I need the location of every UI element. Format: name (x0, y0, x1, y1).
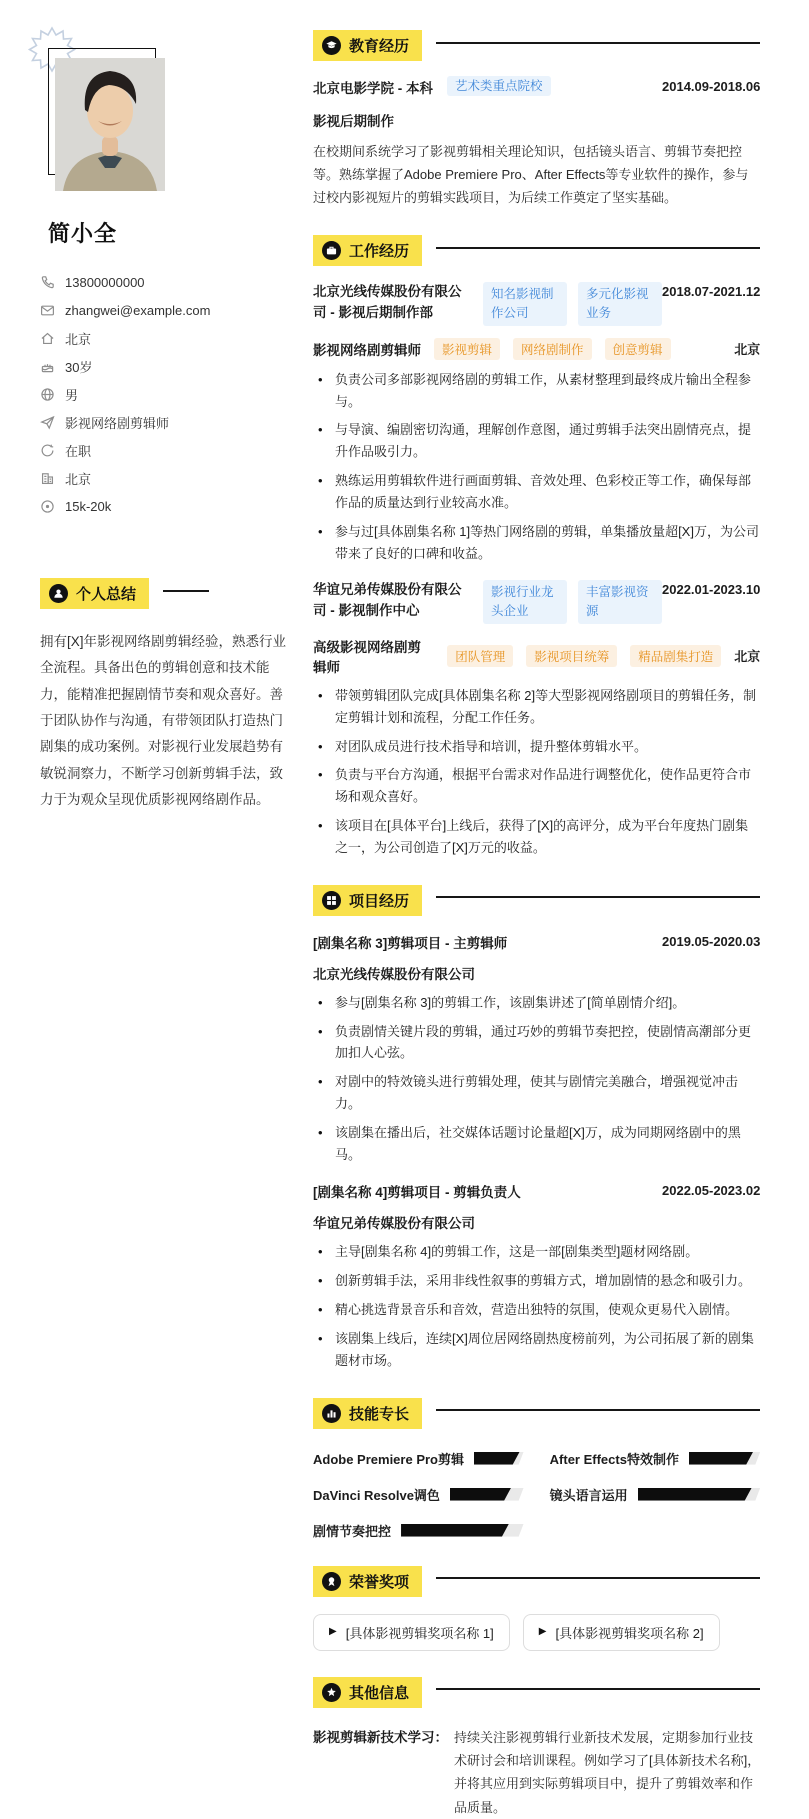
profile-photo (55, 58, 165, 191)
position-keyword: 网络剧制作 (513, 338, 592, 360)
school-tag-wrap (447, 77, 551, 96)
project-bullet: • 该剧集上线后，连续[X]周位居网络剧热度榜前列，为公司拓展了新的剧集题材市场。 (313, 1328, 760, 1372)
work-section (313, 235, 760, 858)
summary-header (40, 578, 298, 609)
award-name: [具体影视剪辑奖项名称 1] (345, 1625, 494, 1641)
contact-status-text: 在职 (65, 443, 92, 459)
job-bullets (313, 369, 760, 565)
contact-gender-text: 男 (65, 387, 79, 403)
project-bullet: • 精心挑选背景音乐和音效，营造出独特的氛围，使观众更易代入剧情。 (313, 1299, 760, 1321)
skill-bar-track (401, 1524, 524, 1537)
job-bullets (313, 685, 760, 859)
contact-email (40, 296, 298, 324)
position-keyword: 创意剪辑 (605, 338, 671, 360)
job-bullet: • 熟练运用剪辑软件进行画面剪辑、音效处理、色彩校正等工作，确保每部作品的质量达到行业较高水准。 (313, 470, 760, 514)
job-bullet: • 带领剪辑团队完成[具体剧集名称 2]等大型影视网络剧项目的剪辑任务，制定剪辑计划和流程，分配工作任务。 (313, 685, 760, 729)
award-pill (523, 1614, 720, 1651)
skill-item (550, 1485, 761, 1504)
contact-city-text: 北京 (65, 471, 92, 487)
project-bullet: • 该剧集在播出后，社交媒体话题讨论量超[X]万，成为同期网络剧中的黑马。 (313, 1122, 760, 1166)
awards-row (313, 1614, 760, 1651)
position-keyword: 影视项目统筹 (526, 645, 617, 667)
other-body (313, 1726, 760, 1819)
other-title: 其他信息 (349, 1684, 410, 1702)
skill-bar-fill (474, 1452, 520, 1465)
job-item (313, 580, 760, 858)
contact-phone-text: 13800000000 (65, 274, 145, 290)
summary-text: 拥有[X]年影视网络剧剪辑经验，熟悉行业全流程。具备出色的剪辑创意和技术能力，能精准把握剧情节奏和观众喜好。善于团队协作与沟通，有带领团队打造热门剧集的成功案例。对影视行业发展趋势有敏锐洞察力，不断学习创新剪辑手法，致力于为观众呈现优质影视网络剧作品。 (40, 634, 287, 807)
skill-bar-fill (689, 1452, 753, 1465)
work-header-box (313, 235, 422, 266)
home-icon (40, 331, 55, 346)
company-tags (483, 282, 662, 326)
job-bullet: • 负责与平台方沟通，根据平台需求对作品进行调整优化，使作品更符合市场和观众喜好。 (313, 764, 760, 808)
bar-chart-icon (322, 1404, 341, 1423)
project-date: 2019.05-2020.03 (662, 933, 761, 949)
projects-header (313, 885, 760, 916)
skills-header (313, 1398, 760, 1429)
project-title-row (313, 1181, 760, 1201)
project-item (313, 932, 760, 1166)
other-header-line (436, 1688, 760, 1690)
other-label: 影视剪辑新技术学习： (313, 1729, 448, 1745)
project-bullets (313, 992, 760, 1166)
school-tag: 艺术类重点院校 (447, 76, 551, 96)
awards-header-line (436, 1577, 760, 1579)
age-cake-icon (40, 359, 55, 374)
play-triangle-icon: ▶ (538, 1626, 547, 1638)
projects-body (313, 932, 760, 1372)
company-name: 华谊兄弟传媒股份有限公司 - 影视制作中心 (313, 582, 462, 619)
education-header (313, 30, 760, 61)
job-company-row (313, 580, 760, 624)
award-pill (313, 1614, 510, 1651)
contact-list (40, 268, 298, 520)
project-bullet: • 创新剪辑手法，采用非线性叙事的剪辑方式，增加剧情的悬念和吸引力。 (313, 1270, 760, 1292)
grid-icon (322, 891, 341, 910)
star-badge-icon (322, 1683, 341, 1702)
contact-location-text: 北京 (65, 331, 92, 347)
contact-salary-text: 15k-20k (65, 498, 112, 514)
summary-section (40, 578, 298, 813)
skill-label: 剧情节奏把控 (313, 1523, 392, 1539)
job-item (313, 282, 760, 564)
contact-age (40, 352, 298, 380)
skill-item (313, 1521, 524, 1540)
person-icon (49, 584, 68, 603)
skills-header-box (313, 1398, 422, 1429)
other-section (313, 1677, 760, 1819)
project-bullet: • 主导[剧集名称 4]的剪辑工作，这是一部[剧集类型]题材网络剧。 (313, 1241, 760, 1263)
job-location: 北京 (734, 342, 761, 358)
education-major: 影视后期制作 (313, 114, 394, 129)
company-name: 北京光线传媒股份有限公司 - 影视后期制作部 (313, 284, 462, 321)
project-bullets (313, 1241, 760, 1371)
graduation-cap-icon (322, 36, 341, 55)
job-position-row (313, 636, 760, 676)
education-description: 在校期间系统学习了影视剪辑相关理论知识，包括镜头语言、剪辑节奏把控等。熟练掌握了Adobe Premiere Pro、After Effects等专业软件的操作，参与过校内影视短片的剪辑实践项目，为后续工作奠定了坚实基础。 (313, 144, 749, 205)
position-keyword: 精品剧集打造 (630, 645, 721, 667)
skill-label: Adobe Premiere Pro剪辑 (313, 1451, 464, 1467)
left-sidebar (0, 0, 310, 1514)
skill-bar-track (450, 1488, 524, 1501)
skills-section (313, 1398, 760, 1540)
project-bullet: • 负责剧情关键片段的剪辑，通过巧妙的剪辑节奏把控，使剧情高潮部分更加扣人心弦。 (313, 1021, 760, 1065)
contact-target-position-text: 影视网络剧剪辑师 (65, 415, 170, 431)
skill-item (313, 1485, 524, 1504)
briefcase-icon (322, 241, 341, 260)
contact-email-text: zhangwei@example.com (65, 302, 211, 318)
skill-item (313, 1449, 524, 1468)
awards-header (313, 1566, 760, 1597)
contact-location (40, 324, 298, 352)
skill-item (550, 1449, 761, 1468)
projects-header-line (436, 896, 760, 898)
contact-phone (40, 268, 298, 296)
job-bullet: • 对团队成员进行技术指导和培训，提升整体剪辑水平。 (313, 736, 760, 758)
contact-status (40, 436, 298, 464)
other-header-box (313, 1677, 422, 1708)
company-tag: 知名影视制作公司 (483, 282, 567, 326)
other-text: 持续关注影视剪辑行业新技术发展，定期参加行业技术研讨会和培训课程。例如学习了[具体新技术名称]，并将其应用到实际剪辑项目中，提升了剪辑效率和作品质量。 (454, 1729, 761, 1815)
company-tag: 多元化影视业务 (578, 282, 662, 326)
main-column (310, 0, 809, 1815)
awards-title: 荣誉奖项 (349, 1573, 410, 1591)
education-header-box (313, 30, 422, 61)
profile-photo-block (55, 58, 165, 191)
paper-plane-icon (40, 415, 55, 430)
job-bullet: • 参与过[具体剧集名称 1]等热门网络剧的剪辑，单集播放量超[X]万，为公司带来了良好的口碑和收益。 (313, 521, 760, 565)
job-date: 2018.07-2021.12 (662, 284, 761, 300)
projects-title: 项目经历 (349, 892, 410, 910)
job-position-row (313, 338, 760, 360)
awards-section (313, 1566, 760, 1651)
skill-bar-track (689, 1452, 760, 1465)
projects-header-box (313, 885, 422, 916)
project-item (313, 1181, 760, 1371)
project-company: 华谊兄弟传媒股份有限公司 (313, 1216, 475, 1232)
project-bullet: • 对剧中的特效镜头进行剪辑处理，使其与剧情完美融合，增强视觉冲击力。 (313, 1071, 760, 1115)
projects-section (313, 885, 760, 1372)
contact-target-position (40, 408, 298, 436)
company-tag: 影视行业龙头企业 (483, 580, 567, 624)
skills-grid (313, 1449, 760, 1540)
work-body (313, 282, 760, 858)
building-icon (40, 471, 55, 486)
job-bullet: • 该项目在[具体平台]上线后，获得了[X]的高评分，成为平台年度热门剧集之一，为公司创造了[X]万元的收益。 (313, 815, 760, 859)
project-bullet: • 参与[剧集名称 3]的剪辑工作，该剧集讲述了[简单剧情介绍]。 (313, 992, 760, 1014)
job-bullet: • 与导演、编剧密切沟通，理解创作意图，通过剪辑手法突出剧情亮点，提升作品吸引力。 (313, 419, 760, 463)
company-tag: 丰富影视资源 (578, 580, 662, 624)
award-name: [具体影视剪辑奖项名称 2] (555, 1625, 704, 1641)
contact-age-text: 30岁 (65, 359, 93, 375)
skills-header-line (436, 1409, 760, 1411)
position-keyword: 影视剪辑 (434, 338, 500, 360)
other-header (313, 1677, 760, 1708)
mail-icon (40, 303, 55, 318)
job-location: 北京 (734, 649, 761, 665)
job-date: 2022.01-2023.10 (662, 582, 761, 598)
skill-label: DaVinci Resolve调色 (313, 1487, 440, 1503)
contact-city (40, 464, 298, 492)
position-keyword: 团队管理 (447, 645, 513, 667)
job-bullet: • 负责公司多部影视网络剧的剪辑工作，从素材整理到最终成片输出全程参与。 (313, 369, 760, 413)
education-date: 2014.09-2018.06 (662, 79, 761, 94)
education-school-row (313, 77, 760, 97)
summary-header-box (40, 578, 149, 609)
work-header (313, 235, 760, 266)
skill-bar-fill (450, 1488, 511, 1501)
play-triangle-icon: ▶ (329, 1626, 337, 1638)
project-title-row (313, 932, 760, 952)
status-icon (40, 443, 55, 458)
globe-icon (40, 387, 55, 402)
job-company-row (313, 282, 760, 326)
skill-label: After Effects特效制作 (549, 1451, 679, 1467)
skill-bar-track (474, 1452, 524, 1465)
project-name: [剧集名称 4]剪辑项目 - 剪辑负责人 (313, 1185, 521, 1201)
project-company: 北京光线传媒股份有限公司 (313, 966, 475, 982)
education-title: 教育经历 (349, 38, 410, 55)
education-body (313, 77, 760, 209)
candidate-name: 简小全 (48, 221, 118, 246)
work-header-line (436, 247, 760, 249)
awards-header-box (313, 1566, 422, 1597)
summary-title: 个人总结 (76, 586, 137, 603)
position-title: 影视网络剧剪辑师 (313, 342, 421, 358)
contact-gender (40, 380, 298, 408)
skill-bar-fill (401, 1524, 509, 1537)
school-name: 北京电影学院 - 本科 (313, 81, 433, 96)
medal-icon (322, 1572, 341, 1591)
position-title: 高级影视网络剧剪辑师 (313, 639, 421, 675)
phone-icon (40, 275, 55, 290)
summary-header-line (163, 590, 209, 592)
skills-title: 技能专长 (349, 1405, 410, 1423)
skill-bar-fill (638, 1488, 752, 1501)
education-header-line (436, 42, 760, 44)
skill-bar-track (638, 1488, 761, 1501)
project-name: [剧集名称 3]剪辑项目 - 主剪辑师 (313, 935, 508, 951)
project-date: 2022.05-2023.02 (662, 1183, 761, 1199)
contact-salary (40, 492, 298, 520)
work-title: 工作经历 (349, 243, 410, 261)
company-tags (483, 580, 662, 624)
salary-icon (40, 499, 55, 514)
skill-label: 镜头语言运用 (549, 1487, 628, 1503)
education-section (313, 30, 760, 209)
